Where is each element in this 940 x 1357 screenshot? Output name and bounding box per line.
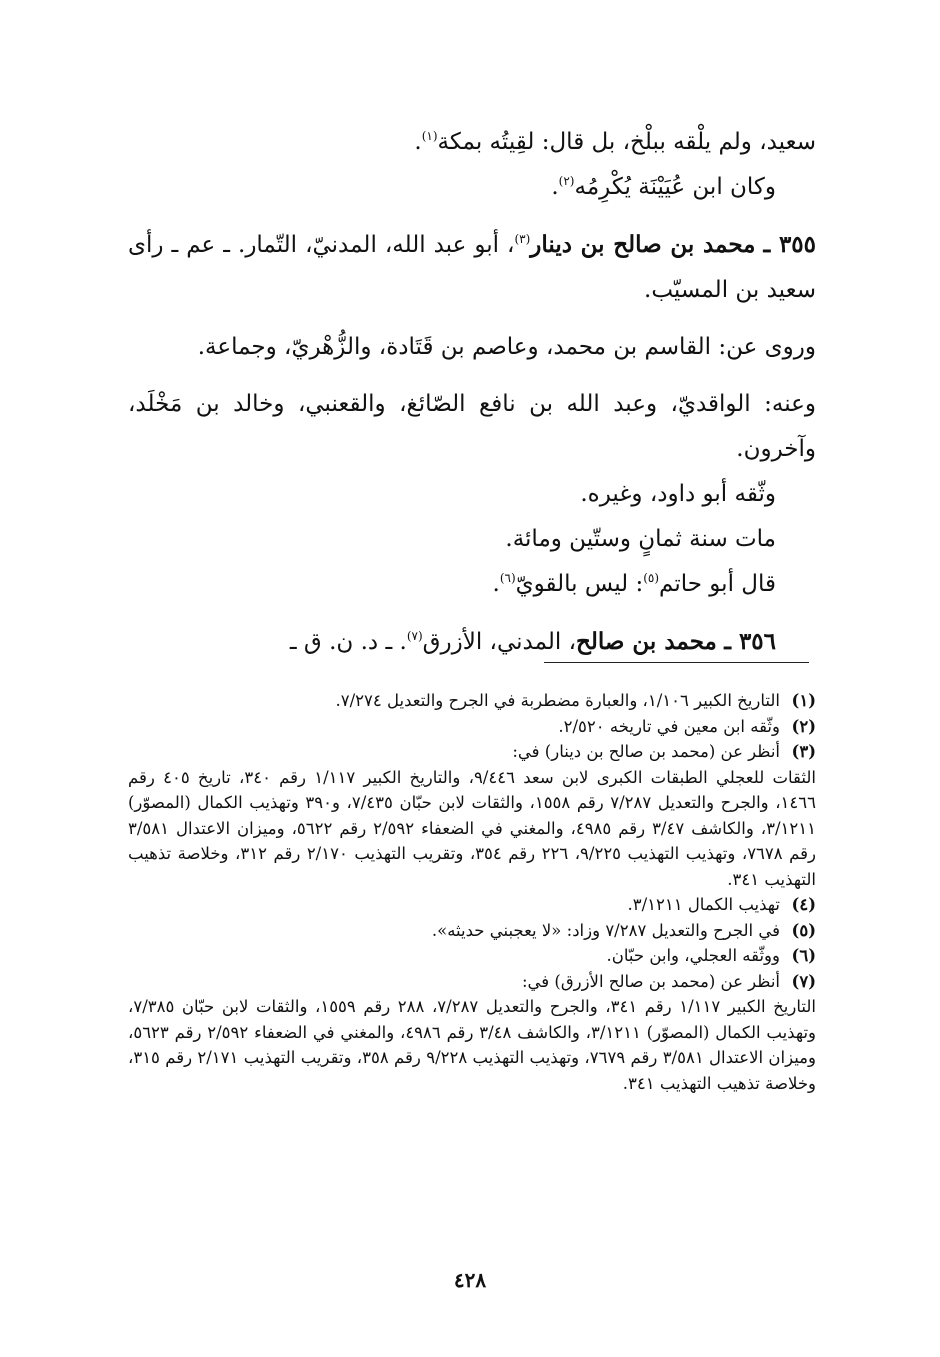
footnote-7-sources: التاريخ الكبير ١/١١٧ رقم ٣٤١، والجرح والتعديل ٧/٢٨٧، ٢٨٨ رقم ١٥٥٩، والثقات لابن حبّان ٧/٣٨٥، وتهذيب الكمال (المصوّر) ٣/١٢١١، والكاشف ٣/٤٨ رقم ٤٩٨٦، والمغني في الضعفاء ٢/٥٩٢ رقم ٥٦٢٣، وميزان الاعتدال ٣/٥٨١ رقم ٧٦٧٩، وتهذيب التهذيب ٩/٢٢٨ رقم ٣٥٨، وتقريب التهذيب ٢/١٧١ رقم ٣١٥، وخلاصة تذهيب التهذيب ٣٤١. — [128, 997, 817, 1093]
footnote-ref-6[interactable]: (٦) — [499, 571, 516, 585]
footnotes — [128, 688, 816, 1096]
footnote-7 — [128, 969, 816, 995]
footnote-number: (١) — [791, 691, 816, 710]
reliability-line: وثّقه أبو داود، وغيره. — [580, 481, 776, 507]
footnote-text: أنظر عن (محمد بن صالح الأزرق) في: — [521, 971, 780, 991]
entry-name: محمد بن صالح — [576, 628, 717, 655]
footnote-ref-5[interactable]: (٥) — [643, 571, 660, 585]
text-line-1: سعيد، ولم يلْقه ببلْخ، بل قال: لقِيتُه بمكة$^{(١)}$. — [414, 129, 816, 155]
footnote-1 — [128, 688, 816, 714]
narrated-by-paragraph: وعنه: الواقديّ، وعبد الله بن نافع الصّائغ، والقعنبي، وخالد بن مَخْلَد، وآخرون. — [128, 391, 816, 462]
page-number: ٤٢٨ — [453, 1268, 487, 1292]
footnote-number: (٢) — [791, 716, 816, 736]
footnote-3 — [128, 739, 816, 765]
footnote-text: تهذيب الكمال ٣/١٢١١. — [627, 895, 780, 914]
footnote-ref-1[interactable]: (١) — [421, 129, 438, 143]
entry-number: ٣٥٥ ـ — [763, 231, 816, 258]
footnote-ref-7[interactable]: (٧) — [406, 629, 423, 643]
footnote-number: (٣) — [791, 742, 816, 761]
footnote-divider — [544, 662, 809, 663]
footnote-number: (٧) — [791, 971, 816, 991]
death-line: مات سنة ثمانٍ وستّين ومائة. — [505, 526, 776, 552]
biography-entry-356: ٣٥٦ ـ محمد بن صالح، المدني، الأزرق$^{(٧)}$. ـ د. ن. ق ـ — [289, 628, 776, 655]
entry-number: ٣٥٦ ـ — [724, 628, 776, 655]
footnote-ref-2[interactable]: (٢) — [558, 174, 575, 188]
footnote-text: ووثّقه العجلي، وابن حبّان. — [606, 946, 780, 965]
footnote-number: (٦) — [791, 946, 816, 965]
abu-hatim-line: قال أبو حاتم$^{(٥)}$: ليس بالقويّ$^{(٦)}$. — [492, 571, 776, 597]
footnote-text: وثّقه ابن معين في تاريخه ٢/٥٢٠. — [558, 716, 780, 736]
entry-name: محمد بن صالح بن دينار — [530, 231, 756, 258]
footnote-2 — [128, 714, 816, 740]
main-text — [128, 120, 816, 665]
footnote-text: أنظر عن (محمد بن صالح بن دينار) في: — [512, 742, 780, 761]
biography-entry-355: ٣٥٥ ـ محمد بن صالح بن دينار$^{(٣)}$، أبو عبد الله، المدنيّ، التّمار. ـ عم ـ رأى سعيد بن المسيّب. — [128, 231, 816, 303]
footnote-text: التاريخ الكبير ١/١٠٦، والعبارة مضطربة في الجرح والتعديل ٧/٢٧٤. — [335, 691, 780, 710]
footnote-6 — [128, 943, 816, 969]
footnote-4 — [128, 892, 816, 918]
footnote-3-sources: الثقات للعجلي الطبقات الكبرى لابن سعد ٩/٤٤٦، والتاريخ الكبير ١/١١٧ رقم ٣٤٠، تاريخ ٤٠٥ رقم ١٤٦٦، والجرح والتعديل ٧/٢٨٧ رقم ١٥٥٨، والثقات لابن حبّان ٧/٤٣٥، و٣٩٠ وتهذيب الكمال (المصوّر) ٣/١٢١١، والكاشف ٣/٤٧ رقم ٤٩٨٥، والمغني في الضعفاء ٢/٥٩٢ رقم ٥٦٢٢، وميزان الاعتدال ٣/٥٨١ رقم ٧٦٧٨، وتهذيب التهذيب ٩/٢٢٥، ٢٢٦ رقم ٣٥٤، وتقريب التهذيب ٢/١٧٠ رقم ٣١٢، وخلاصة تذهيب التهذيب ٣٤١. — [128, 767, 816, 889]
footnote-text: في الجرح والتعديل ٧/٢٨٧ وزاد: «لا يعجبني حديثه». — [431, 920, 780, 940]
footnote-number: (٤) — [791, 895, 816, 914]
text-line-2: وكان ابن عُيَيْنَة يُكْرِمُه$^{(٢)}$. — [551, 174, 776, 200]
narrated-from-paragraph: وروى عن: القاسم بن محمد، وعاصم بن قَتَادة، والزُّهْريّ، وجماعة. — [197, 334, 816, 360]
footnote-number: (٥) — [791, 920, 816, 940]
footnote-5 — [128, 918, 816, 944]
footnote-ref-3[interactable]: (٣) — [514, 232, 531, 246]
